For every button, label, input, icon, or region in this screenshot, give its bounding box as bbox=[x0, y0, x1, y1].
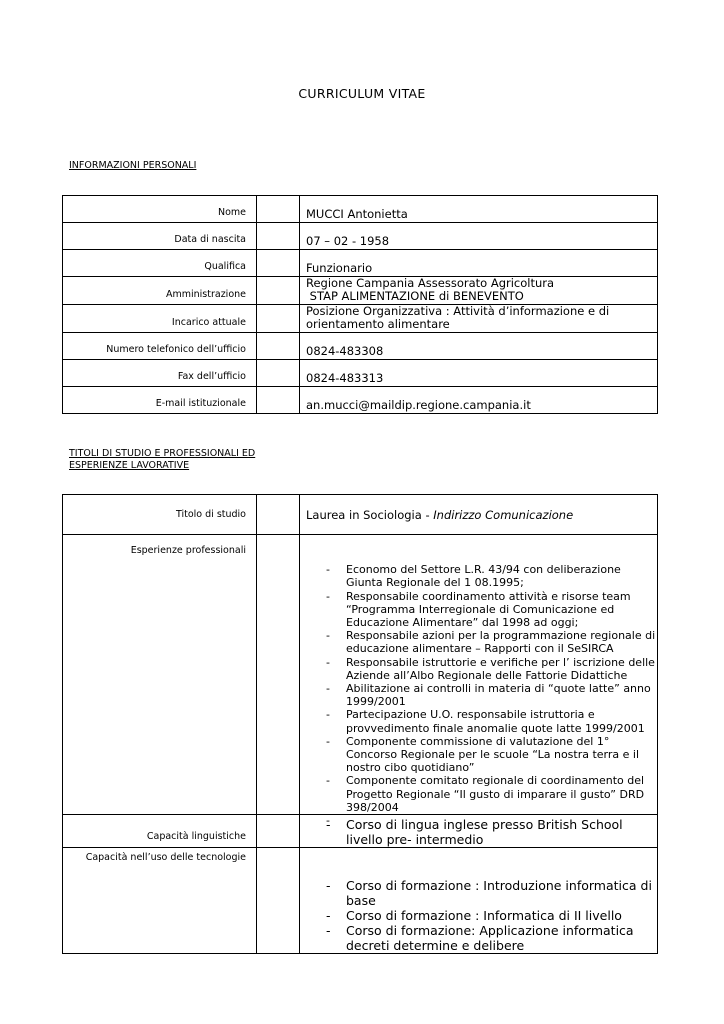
field-value bbox=[300, 223, 658, 250]
field-value-line: 0824-483308 bbox=[306, 344, 384, 358]
field-value-line: orientamento alimentare bbox=[306, 317, 450, 331]
field-value-line: Regione Campania Assessorato Agricoltura bbox=[306, 276, 555, 290]
field-label: Amministrazione bbox=[63, 277, 257, 305]
titolo-italic: Indirizzo Comunicazione bbox=[433, 507, 574, 522]
tecnologie-label: Capacità nell’uso delle tecnologie bbox=[63, 848, 257, 954]
field-value-line: STAP ALIMENTAZIONE di BENEVENTO bbox=[306, 289, 524, 303]
list-item: - Abilitazione ai controlli in materia di “quote latte” anno 1999/2001 bbox=[306, 682, 657, 708]
list-item: - Corso di formazione : Introduzione informatica di base bbox=[306, 878, 657, 908]
field-value bbox=[300, 360, 658, 387]
section-heading-personal: INFORMAZIONI PERSONALI bbox=[69, 160, 197, 171]
field-value-line: Funzionario bbox=[306, 261, 373, 275]
table-row bbox=[63, 360, 658, 387]
titolo-text: Laurea in Sociologia - bbox=[306, 507, 434, 522]
field-label: Nome bbox=[63, 196, 257, 223]
field-value-line: 0824-483313 bbox=[306, 371, 384, 385]
table-row bbox=[63, 305, 658, 333]
field-label: Data di nascita bbox=[63, 223, 257, 250]
table-row bbox=[63, 333, 658, 360]
table-row bbox=[63, 535, 658, 815]
section-heading-titles: TITOLI DI STUDIO E PROFESSIONALI ED ESPERIENZE LAVORATIVE bbox=[69, 448, 256, 471]
field-value-line: 07 – 02 - 1958 bbox=[306, 234, 390, 248]
table-row bbox=[63, 495, 658, 535]
field-value-line: an.mucci@maildip.regione.campania.it bbox=[306, 398, 531, 412]
esperienze-label: Esperienze professionali bbox=[63, 535, 257, 815]
field-label: Qualifica bbox=[63, 250, 257, 277]
field-value bbox=[300, 277, 658, 305]
table-row bbox=[63, 815, 658, 848]
list-item: - Responsabile azioni per la programmazione regionale di educazione alimentare – Rapporti con il SeSIRCA bbox=[306, 629, 657, 655]
table-row bbox=[63, 277, 658, 305]
titolo-label: Titolo di studio bbox=[63, 495, 257, 535]
list-item: - Corso di formazione: Applicazione informatica decreti determine e delibere bbox=[306, 923, 657, 953]
personal-info-table bbox=[62, 195, 658, 414]
lingue-label: Capacità linguistiche bbox=[63, 815, 257, 848]
list-item: - Componente commissione di valutazione del 1° Concorso Regionale per le scuole “La nostra terra e il nostro cibo quotidiano” bbox=[306, 735, 657, 775]
table-row bbox=[63, 223, 658, 250]
field-label: E-mail istituzionale bbox=[63, 387, 257, 414]
list-item: - Componente comitato regionale di coordinamento del Progetto Regionale “Il gusto di imparare il gusto” DRD 398/2004 bbox=[306, 774, 657, 814]
lingue-value bbox=[300, 815, 658, 848]
list-item: - Responsabile coordinamento attività e risorse team “Programma Interregionale di Comunicazione ed Educazione Alimentare” dal 1998 ad oggi; bbox=[306, 590, 657, 630]
field-label: Incarico attuale bbox=[63, 305, 257, 333]
field-value bbox=[300, 305, 658, 333]
table-row bbox=[63, 250, 658, 277]
table-row bbox=[63, 848, 658, 954]
field-value bbox=[300, 333, 658, 360]
field-value bbox=[300, 250, 658, 277]
field-label: Fax dell’ufficio bbox=[63, 360, 257, 387]
field-label: Numero telefonico dell’ufficio bbox=[63, 333, 257, 360]
page-title: CURRICULUM VITAE bbox=[298, 86, 426, 101]
field-value-line: MUCCI Antonietta bbox=[306, 207, 408, 221]
esperienze-value bbox=[300, 535, 658, 815]
table-row bbox=[63, 196, 658, 223]
titolo-value bbox=[300, 495, 658, 535]
tecnologie-value bbox=[300, 848, 658, 954]
field-value bbox=[300, 196, 658, 223]
table-row bbox=[63, 387, 658, 414]
lingue-list bbox=[306, 817, 657, 847]
list-item: - Corso di formazione : Informatica di II livello bbox=[306, 908, 657, 923]
list-item: - Economo del Settore L.R. 43/94 con deliberazione Giunta Regionale del 1 08.1995; bbox=[306, 563, 657, 589]
esperienze-list bbox=[306, 563, 657, 814]
field-value-line: Posizione Organizzativa : Attività d’informazione e di bbox=[306, 304, 610, 318]
tecnologie-list bbox=[306, 878, 657, 953]
field-value bbox=[300, 387, 658, 414]
titles-table bbox=[62, 494, 658, 954]
list-item: - Responsabile istruttorie e verifiche per l’ iscrizione delle Aziende all’Albo Regionale delle Fattorie Didattiche bbox=[306, 656, 657, 682]
list-item: - Partecipazione U.O. responsabile istruttoria e provvedimento finale anomalie quote latte 1999/2001 bbox=[306, 708, 657, 734]
list-item: - Corso di lingua inglese presso British School livello pre- intermedio bbox=[306, 817, 657, 847]
